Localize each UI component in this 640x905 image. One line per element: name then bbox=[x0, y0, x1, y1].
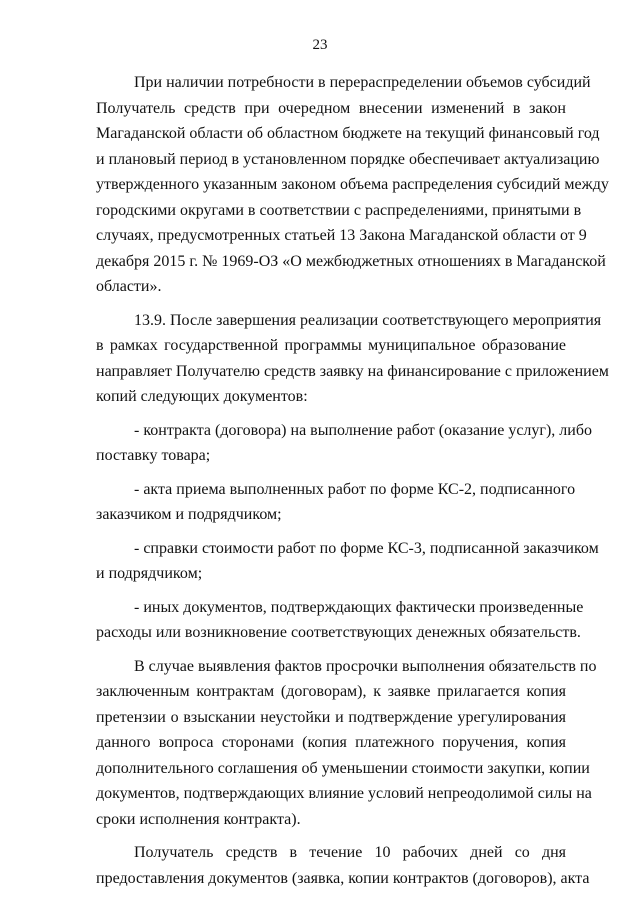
list-item-ks2-act bbox=[96, 477, 576, 528]
text-line: - иных документов, подтверждающих фактически произведенные bbox=[134, 598, 584, 616]
text-line: расходы или возникновение соответствующих денежных обязательств. bbox=[96, 624, 581, 641]
paragraph-overdue-obligations bbox=[96, 654, 597, 833]
text-line: поставку товара; bbox=[96, 447, 211, 464]
text-line: данного вопроса сторонами (копия платежного поручения, копия bbox=[96, 734, 566, 751]
text-line: утвержденного указанным законом объема распределения субсидий между bbox=[96, 176, 609, 193]
text-line: сроки исполнения контракта). bbox=[96, 810, 301, 828]
page-number: 23 bbox=[312, 37, 328, 53]
text-line: претензии о взыскании неустойки и подтверждение урегулирования bbox=[96, 708, 566, 726]
text-line: 13.9. После завершения реализации соответствующего мероприятия bbox=[134, 311, 602, 329]
text-line: копий следующих документов: bbox=[96, 388, 308, 405]
document-body bbox=[96, 70, 609, 891]
text-line: области». bbox=[96, 278, 162, 295]
text-line: предоставления документов (заявка, копии контрактов (договоров), акта bbox=[96, 869, 590, 887]
text-line: документов, подтверждающих влияние условий непреодолимой силы на bbox=[96, 785, 592, 802]
text-line: Получатель средств в течение 10 рабочих дней со дня bbox=[134, 844, 566, 861]
text-line: и подрядчиком; bbox=[96, 565, 203, 582]
paragraph-recipient-deadline bbox=[96, 840, 590, 891]
text-line: в рамках государственной программы муниципальное образование bbox=[96, 337, 566, 354]
list-item-ks3-certificate bbox=[96, 536, 599, 587]
paragraph-subsidy-redistribution bbox=[96, 70, 609, 300]
list-item-other-documents bbox=[96, 595, 584, 646]
text-line: Магаданской области об областном бюджете на текущий финансовый год bbox=[96, 125, 600, 142]
text-line: - контракта (договора) на выполнение работ (оказание услуг), либо bbox=[134, 421, 592, 439]
text-line: декабря 2015 г. № 1969-ОЗ «О межбюджетных отношениях в Магаданской bbox=[96, 252, 606, 270]
list-item-contract bbox=[96, 418, 592, 469]
text-line: случаях, предусмотренных статьей 13 Закона Магаданской области от 9 bbox=[96, 227, 587, 244]
text-line: направляет Получателю средств заявку на финансирование с приложением bbox=[96, 362, 609, 380]
text-line: В случае выявления фактов просрочки выполнения обязательств по bbox=[134, 657, 597, 675]
paragraph-section-13-9 bbox=[96, 308, 609, 410]
text-line: заказчиком и подрядчиком; bbox=[96, 506, 282, 523]
text-line: дополнительного соглашения об уменьшении стоимости закупки, копии bbox=[96, 759, 590, 777]
text-line: - справки стоимости работ по форме КС-3, подписанной заказчиком bbox=[134, 539, 599, 557]
text-line: заключенным контрактам (договорам), к заявке прилагается копия bbox=[96, 683, 566, 700]
text-line: - акта приема выполненных работ по форме КС-2, подписанного bbox=[134, 480, 576, 498]
text-line: При наличии потребности в перераспределении объемов субсидий bbox=[134, 74, 591, 91]
text-line: и плановый период в установленном порядке обеспечивает актуализацию bbox=[96, 150, 600, 168]
text-line: городскими округами в соответствии с распределениями, принятыми в bbox=[96, 201, 582, 219]
text-line: Получатель средств при очередном внесении изменений в закон bbox=[96, 99, 566, 117]
